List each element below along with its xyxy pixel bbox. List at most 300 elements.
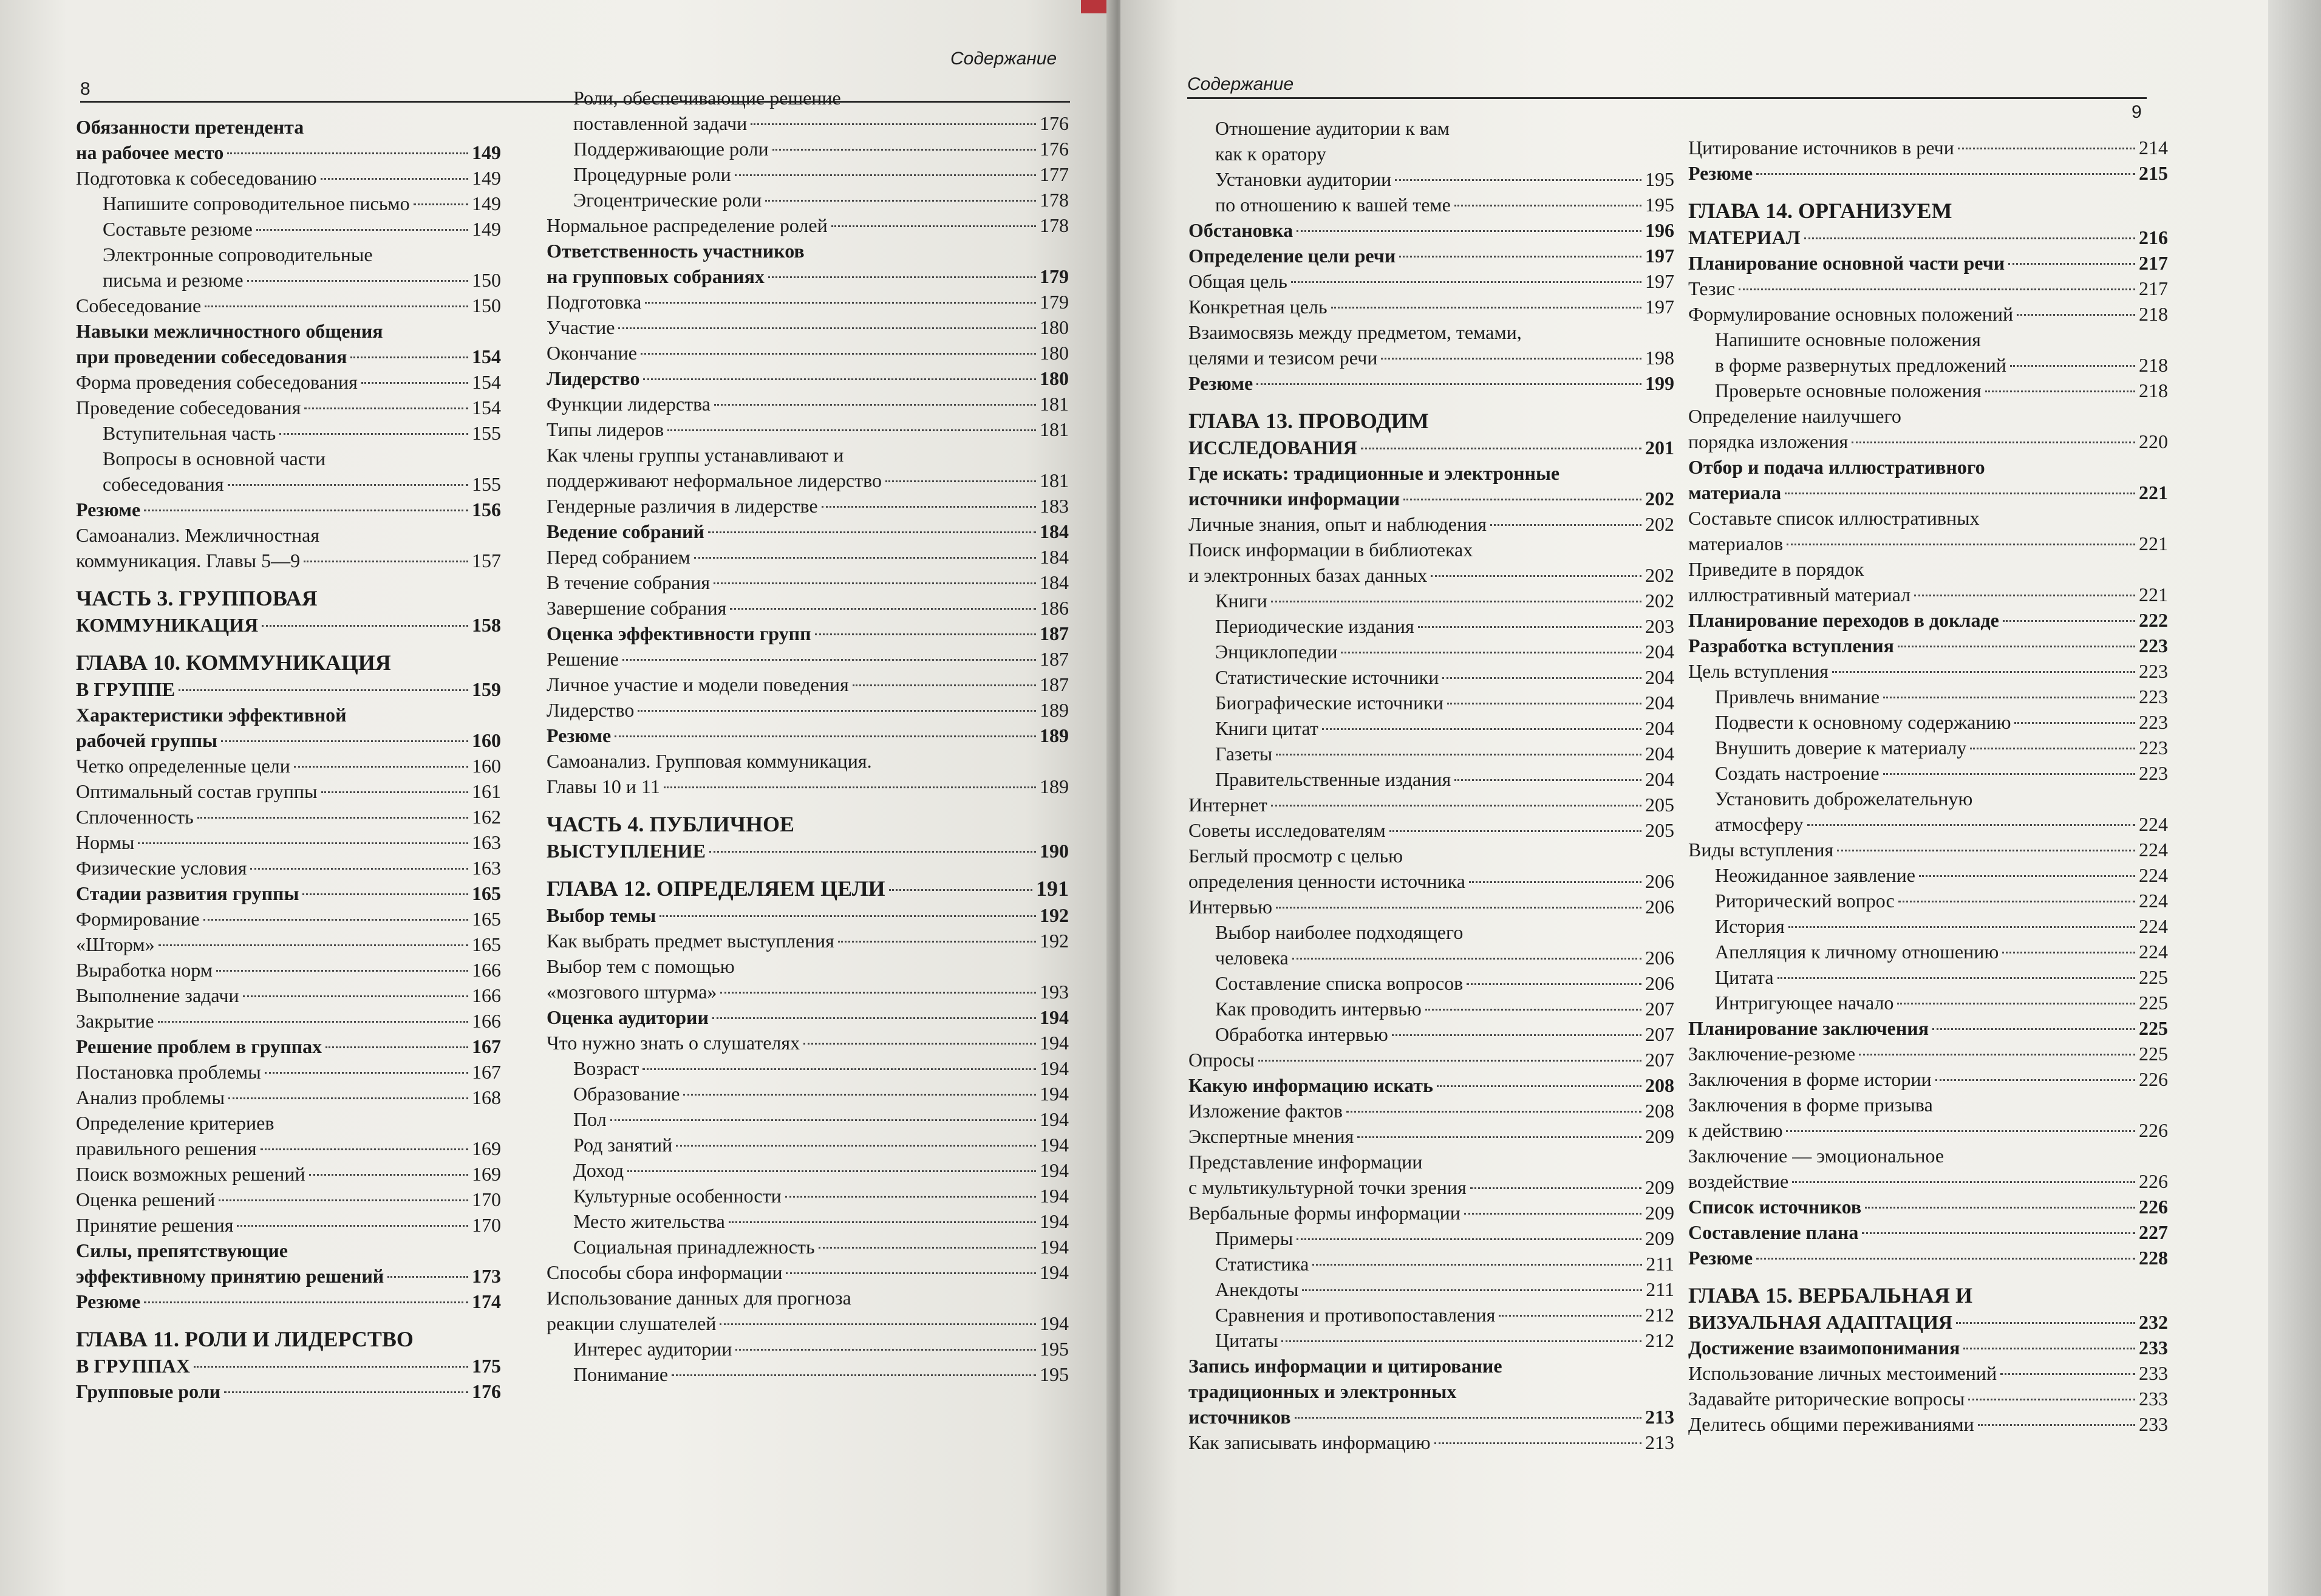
toc-entry bbox=[1188, 370, 1674, 396]
dot-leader bbox=[279, 433, 468, 435]
dot-leader bbox=[615, 735, 1036, 737]
toc-page-number: 160 bbox=[472, 729, 501, 751]
toc-entry bbox=[1188, 1200, 1674, 1226]
dot-leader bbox=[643, 378, 1036, 380]
toc-entry-title: ИССЛЕДОВАНИЯ bbox=[1188, 437, 1357, 459]
dot-leader bbox=[712, 1017, 1036, 1019]
toc-entry bbox=[76, 1008, 501, 1034]
toc-entry-title: Сплоченность bbox=[76, 806, 194, 828]
toc-entry bbox=[1188, 741, 1674, 766]
toc-entry-line: ЧАСТЬ 4. ПУБЛИЧНОЕ bbox=[547, 812, 795, 836]
dot-leader bbox=[1341, 652, 1641, 653]
toc-page-number: 204 bbox=[1645, 743, 1674, 765]
toc-entry bbox=[1688, 1041, 2168, 1066]
toc-entry bbox=[1188, 166, 1674, 192]
toc-page-number: 180 bbox=[1040, 342, 1069, 364]
dot-leader bbox=[1331, 307, 1641, 309]
dot-leader bbox=[1467, 983, 1641, 985]
toc-entry-line: Где искать: традиционные и электронные bbox=[1188, 462, 1560, 484]
toc-entry bbox=[1688, 684, 2168, 709]
toc-entry-title: Правительственные издания bbox=[1215, 768, 1451, 790]
toc-entry bbox=[1188, 1430, 1674, 1455]
toc-entry-title: История bbox=[1715, 915, 1785, 937]
toc-entry-line: Отношение аудитории к вам bbox=[1215, 117, 1450, 139]
toc-entry bbox=[76, 753, 501, 779]
toc-page-number: 150 bbox=[472, 269, 501, 291]
toc-entry bbox=[76, 804, 501, 830]
toc-entry-title: ГЛАВА 12. ОПРЕДЕЛЯЕМ ЦЕЛИ bbox=[547, 876, 885, 901]
toc-entry-title: на рабочее место bbox=[76, 142, 224, 163]
toc-entry-title: Апелляция к личному отношению bbox=[1715, 941, 1999, 963]
toc-page-number: 223 bbox=[2139, 762, 2168, 784]
toc-entry bbox=[547, 315, 1069, 340]
toc-entry bbox=[547, 646, 1069, 672]
toc-entry-title: Возраст bbox=[573, 1057, 639, 1079]
toc-entry-title: Личное участие и модели поведения bbox=[547, 674, 849, 695]
toc-entry bbox=[76, 612, 501, 638]
toc-entry-title: реакции слушателей bbox=[547, 1312, 717, 1334]
toc-page-number: 174 bbox=[472, 1291, 501, 1312]
toc-page-number: 149 bbox=[472, 167, 501, 189]
toc-page-number: 207 bbox=[1645, 998, 1674, 1020]
toc-page-number: 224 bbox=[2139, 864, 2168, 886]
toc-entry-title: Оценка аудитории bbox=[547, 1006, 709, 1028]
toc-entry-line: традиционных и электронных bbox=[1188, 1380, 1457, 1402]
dot-leader bbox=[838, 941, 1036, 943]
toc-page-number: 194 bbox=[1040, 1032, 1069, 1054]
dot-leader bbox=[1281, 1340, 1641, 1342]
toc-entry-title: Составьте резюме bbox=[103, 218, 253, 240]
toc-entry-title: Физические условия bbox=[76, 857, 247, 879]
toc-entry bbox=[1688, 160, 2168, 186]
toc-entry-title: Стадии развития группы bbox=[76, 882, 299, 904]
dot-leader bbox=[1739, 288, 2135, 290]
toc-entry-title: ВЫСТУПЛЕНИЕ bbox=[547, 840, 706, 862]
toc-entry bbox=[547, 289, 1069, 315]
toc-entry-title: КОММУНИКАЦИЯ bbox=[76, 614, 259, 636]
toc-entry bbox=[1688, 480, 2168, 505]
toc-entry bbox=[76, 471, 501, 497]
toc-page-number: 173 bbox=[472, 1265, 501, 1287]
toc-entry-title: Оценка эффективности групп bbox=[547, 622, 811, 644]
toc-page-number: 180 bbox=[1040, 367, 1069, 389]
toc-entry bbox=[76, 1379, 501, 1404]
dot-leader bbox=[1437, 1085, 1641, 1087]
toc-entry bbox=[76, 395, 501, 420]
toc-page-number: 194 bbox=[1040, 1261, 1069, 1283]
dot-leader bbox=[203, 919, 468, 921]
dot-leader bbox=[1883, 773, 2135, 775]
toc-entry-title: Книги цитат bbox=[1215, 717, 1318, 739]
dot-leader bbox=[735, 1349, 1036, 1351]
dot-leader bbox=[627, 1170, 1036, 1172]
toc-entry-line: Роли, обеспечивающие решение bbox=[573, 87, 841, 109]
toc-page-number: 190 bbox=[1040, 840, 1069, 862]
toc-entry-line: Представление информации bbox=[1188, 1151, 1423, 1173]
toc-entry-line: Навыки межличностного общения bbox=[76, 320, 383, 342]
toc-entry-title: Выполнение задачи bbox=[76, 984, 239, 1006]
toc-page-number: 206 bbox=[1645, 896, 1674, 918]
toc-entry bbox=[1688, 1309, 2168, 1335]
toc-page-number: 195 bbox=[1645, 168, 1674, 190]
toc-page-number: 187 bbox=[1040, 674, 1069, 695]
toc-entry bbox=[547, 1081, 1069, 1107]
toc-page-number: 207 bbox=[1645, 1023, 1674, 1045]
toc-entry-title: порядка изложения bbox=[1688, 431, 1849, 452]
toc-page-number: 202 bbox=[1645, 564, 1674, 586]
toc-entry-title: Место жительства bbox=[573, 1210, 725, 1232]
dot-leader bbox=[1469, 881, 1641, 883]
toc-page-number: 165 bbox=[472, 933, 501, 955]
toc-entry bbox=[76, 779, 501, 804]
toc-page-number: 155 bbox=[472, 473, 501, 495]
dot-leader bbox=[1792, 1181, 2135, 1183]
toc-entry-title: на групповых собраниях bbox=[547, 265, 765, 287]
toc-entry-title: Ведение собраний bbox=[547, 520, 704, 542]
toc-entry bbox=[1188, 945, 1674, 970]
toc-page-number: 179 bbox=[1040, 291, 1069, 313]
toc-entry-title: Постановка проблемы bbox=[76, 1061, 261, 1083]
dot-leader bbox=[144, 1301, 468, 1303]
dot-leader bbox=[772, 149, 1036, 151]
toc-entry-line: Выбор наиболее подходящего bbox=[1215, 921, 1464, 943]
toc-entry bbox=[547, 697, 1069, 723]
toc-page-number: 211 bbox=[1646, 1253, 1674, 1275]
toc-entry-title: Решение проблем в группах bbox=[76, 1035, 322, 1057]
toc-entry-title: Вступительная часть bbox=[103, 422, 276, 444]
toc-entry-line: Самоанализ. Межличностная bbox=[76, 524, 320, 546]
toc-entry-title: Завершение собрания bbox=[547, 597, 727, 619]
toc-entry bbox=[76, 1212, 501, 1238]
toc-entry-title: Заключение-резюме bbox=[1688, 1043, 1856, 1065]
toc-page-number: 184 bbox=[1040, 520, 1069, 542]
toc-entry-title: Книги bbox=[1215, 590, 1267, 612]
toc-entry bbox=[547, 519, 1069, 544]
toc-entry-title: Анекдоты bbox=[1215, 1278, 1299, 1300]
toc-page-number: 197 bbox=[1645, 270, 1674, 292]
toc-entry-title: Подготовка bbox=[547, 291, 642, 313]
toc-entry bbox=[547, 1311, 1069, 1336]
toc-entry-title: Выбор темы bbox=[547, 904, 656, 926]
dot-leader bbox=[309, 1174, 468, 1176]
dot-leader bbox=[1956, 1322, 2135, 1324]
dot-leader bbox=[138, 842, 468, 844]
toc-page-number: 204 bbox=[1645, 717, 1674, 739]
dot-leader bbox=[158, 1021, 468, 1023]
toc-page-number: 202 bbox=[1645, 513, 1674, 535]
toc-entry-title: Экспертные мнения bbox=[1188, 1125, 1354, 1147]
toc-entry bbox=[1688, 352, 2168, 378]
toc-entry bbox=[1688, 531, 2168, 556]
dot-leader bbox=[709, 851, 1036, 853]
toc-entry bbox=[547, 391, 1069, 417]
toc-page-number: 199 bbox=[1645, 372, 1674, 394]
toc-entry-line: ЧАСТЬ 3. ГРУППОВАЯ bbox=[76, 586, 318, 610]
toc-page-number: 176 bbox=[472, 1380, 501, 1402]
toc-page-number: 187 bbox=[1040, 648, 1069, 670]
page-number: 9 bbox=[2132, 102, 2142, 122]
toc-entry bbox=[1188, 1047, 1674, 1073]
dot-leader bbox=[853, 684, 1036, 686]
toc-entry-title: «Шторм» bbox=[76, 933, 155, 955]
toc-page-number: 177 bbox=[1040, 163, 1069, 185]
toc-page-number: 204 bbox=[1645, 768, 1674, 790]
toc-entry bbox=[547, 187, 1069, 213]
toc-entry bbox=[547, 417, 1069, 442]
toc-entry bbox=[76, 677, 501, 702]
toc-page-number: 202 bbox=[1645, 488, 1674, 510]
toc-entry bbox=[1188, 486, 1674, 511]
dot-leader bbox=[158, 944, 468, 946]
dot-leader bbox=[1832, 671, 2135, 673]
toc-page-number: 192 bbox=[1040, 904, 1069, 926]
toc-entry-title: Делитесь общими переживаниями bbox=[1688, 1413, 1974, 1435]
toc-entry bbox=[1188, 792, 1674, 817]
toc-entry-title: правильного решения bbox=[76, 1137, 257, 1159]
toc-page-number: 156 bbox=[472, 499, 501, 520]
dot-leader bbox=[1862, 1232, 2135, 1234]
toc-entry bbox=[1188, 345, 1674, 370]
toc-entry bbox=[1688, 888, 2168, 913]
dot-leader bbox=[179, 689, 468, 691]
dot-leader bbox=[228, 484, 468, 486]
toc-page-number: 206 bbox=[1645, 947, 1674, 969]
dot-leader bbox=[642, 1068, 1036, 1070]
toc-page-number: 194 bbox=[1040, 1057, 1069, 1079]
toc-page-number: 214 bbox=[2139, 137, 2168, 159]
toc-entry-line: Вопросы в основной части bbox=[103, 448, 326, 469]
toc-entry-title: Цитата bbox=[1715, 966, 1774, 988]
dot-leader bbox=[2017, 314, 2135, 316]
dot-leader bbox=[1297, 1238, 1641, 1240]
toc-entry-title: человека bbox=[1215, 947, 1289, 969]
toc-page-number: 208 bbox=[1645, 1100, 1674, 1122]
dot-leader bbox=[785, 1196, 1036, 1198]
toc-entry bbox=[547, 979, 1069, 1004]
toc-entry-title: Окончание bbox=[547, 342, 637, 364]
toc-entry-title: Участие bbox=[547, 316, 615, 338]
toc-entry-title: Социальная принадлежность bbox=[573, 1236, 815, 1258]
toc-entry-title: Разработка вступления bbox=[1688, 635, 1894, 656]
toc-entry bbox=[76, 1289, 501, 1314]
toc-entry bbox=[1688, 250, 2168, 276]
dot-leader bbox=[1399, 256, 1641, 257]
toc-page-number: 163 bbox=[472, 857, 501, 879]
toc-page-number: 197 bbox=[1645, 245, 1674, 267]
toc-page-number: 193 bbox=[1040, 981, 1069, 1003]
toc-page-number: 165 bbox=[472, 882, 501, 904]
running-head: Содержание bbox=[1187, 74, 1294, 94]
toc-entry bbox=[76, 855, 501, 881]
dot-leader bbox=[786, 1272, 1036, 1274]
toc-entry-line: Запись информации и цитирование bbox=[1188, 1355, 1502, 1377]
toc-entry-title: в форме развернутых предложений bbox=[1715, 354, 2007, 376]
toc-page-number: 180 bbox=[1040, 316, 1069, 338]
toc-entry-title: В ГРУППАХ bbox=[76, 1355, 190, 1377]
dot-leader bbox=[1425, 1009, 1641, 1011]
toc-page-number: 227 bbox=[2139, 1221, 2168, 1243]
toc-entry-title: Создать настроение bbox=[1715, 762, 1880, 784]
toc-page-number: 194 bbox=[1040, 1185, 1069, 1207]
toc-page-number: 194 bbox=[1040, 1236, 1069, 1258]
dot-leader bbox=[1898, 646, 2135, 647]
dot-leader bbox=[729, 1221, 1036, 1223]
toc-entry-title: Поиск возможных решений bbox=[76, 1163, 305, 1185]
toc-entry-title: Собеседование bbox=[76, 295, 202, 316]
toc-entry bbox=[76, 165, 501, 191]
dot-leader bbox=[2002, 952, 2135, 953]
toc-entry bbox=[547, 1004, 1069, 1030]
toc-entry-title: Как проводить интервью bbox=[1215, 998, 1422, 1020]
dot-leader bbox=[256, 229, 468, 231]
dot-leader bbox=[1297, 230, 1641, 232]
toc-entry-title: Резюме bbox=[1688, 162, 1753, 184]
toc-entry-title: эффективному принятию решений bbox=[76, 1265, 384, 1287]
toc-page-number: 208 bbox=[1645, 1074, 1674, 1096]
toc-entry-title: к действию bbox=[1688, 1119, 1783, 1141]
toc-entry bbox=[547, 928, 1069, 953]
toc-entry-title: «мозгового штурма» bbox=[547, 981, 717, 1003]
dot-leader bbox=[227, 152, 468, 154]
toc-entry-title: Составление плана bbox=[1688, 1221, 1859, 1243]
toc-entry-title: Планирование основной части речи bbox=[1688, 252, 2005, 274]
toc-page-number: 223 bbox=[2139, 635, 2168, 656]
toc-entry-line: Поиск информации в библиотеках bbox=[1188, 539, 1473, 561]
toc-entry-title: Решение bbox=[547, 648, 619, 670]
toc-page-number: 166 bbox=[472, 984, 501, 1006]
toc-page-number: 165 bbox=[472, 908, 501, 930]
toc-entry-line: Заключения в форме призыва bbox=[1688, 1094, 1933, 1116]
dot-leader bbox=[1447, 703, 1641, 704]
toc-entry-title: Оценка решений bbox=[76, 1188, 216, 1210]
dot-leader bbox=[1932, 1028, 2135, 1030]
toc-entry-title: Главы 10 и 11 bbox=[547, 776, 660, 797]
toc-entry bbox=[76, 216, 501, 242]
toc-entry-title: Энциклопедии bbox=[1215, 641, 1338, 663]
toc-entry bbox=[76, 983, 501, 1008]
toc-entry-title: Задавайте риторические вопросы bbox=[1688, 1388, 1965, 1410]
toc-entry-title: Установки аудитории bbox=[1215, 168, 1392, 190]
dot-leader bbox=[1897, 1003, 2135, 1004]
toc-entry-title: источники информации bbox=[1188, 488, 1400, 510]
toc-entry bbox=[1188, 1251, 1674, 1277]
toc-entry bbox=[1188, 268, 1674, 294]
toc-entry-title: Принятие решения bbox=[76, 1214, 234, 1236]
dot-leader bbox=[216, 970, 468, 972]
toc-entry-title: Форма проведения собеседования bbox=[76, 371, 358, 393]
toc-entry bbox=[76, 881, 501, 906]
toc-entry bbox=[547, 468, 1069, 493]
dot-leader bbox=[815, 633, 1037, 635]
toc-entry bbox=[547, 1234, 1069, 1260]
toc-entry-title: Изложение фактов bbox=[1188, 1100, 1343, 1122]
toc-entry bbox=[1188, 1073, 1674, 1098]
toc-entry-title: Типы лидеров bbox=[547, 418, 664, 440]
toc-entry bbox=[547, 1158, 1069, 1183]
toc-page-number: 158 bbox=[472, 614, 501, 636]
dot-leader bbox=[1276, 754, 1641, 755]
toc-entry-title: Как записывать информацию bbox=[1188, 1431, 1431, 1453]
toc-entry-line: ГЛАВА 11. РОЛИ И ЛИДЕРСТВО bbox=[76, 1327, 414, 1351]
toc-page-number: 223 bbox=[2139, 686, 2168, 708]
toc-entry bbox=[1188, 1175, 1674, 1200]
dot-leader bbox=[1295, 1417, 1641, 1419]
toc-page-number: 224 bbox=[2139, 890, 2168, 912]
dot-leader bbox=[1898, 901, 2135, 902]
toc-entry bbox=[1688, 862, 2168, 888]
toc-entry-title: материала bbox=[1688, 482, 1782, 503]
toc-page-number: 212 bbox=[1645, 1304, 1674, 1326]
toc-entry-title: Оптимальный состав группы bbox=[76, 780, 318, 802]
dot-leader bbox=[735, 174, 1036, 176]
toc-entry-title: Понимание bbox=[573, 1363, 669, 1385]
dot-leader bbox=[387, 1276, 468, 1278]
toc-entry-title: ВИЗУАЛЬНАЯ АДАПТАЦИЯ bbox=[1688, 1311, 1952, 1333]
toc-entry bbox=[1188, 192, 1674, 217]
toc-page-number: 184 bbox=[1040, 571, 1069, 593]
toc-entry-title: Список источников bbox=[1688, 1196, 1862, 1218]
toc-entry bbox=[76, 1034, 501, 1059]
toc-page-number: 149 bbox=[472, 193, 501, 214]
toc-entry bbox=[1688, 990, 2168, 1015]
toc-entry-line: Ответственность участников bbox=[547, 240, 805, 262]
toc-entry-title: Что нужно знать о слушателях bbox=[547, 1032, 800, 1054]
toc-entry-title: Формулирование основных положений bbox=[1688, 303, 2014, 325]
toc-entry-title: Формирование bbox=[76, 908, 200, 930]
dot-leader bbox=[261, 1148, 468, 1150]
toc-entry bbox=[547, 723, 1069, 748]
toc-page-number: 162 bbox=[472, 806, 501, 828]
toc-entry bbox=[547, 902, 1069, 928]
toc-entry-title: В течение собрания bbox=[547, 571, 711, 593]
toc-page-number: 181 bbox=[1040, 393, 1069, 415]
toc-page-number: 149 bbox=[472, 218, 501, 240]
toc-page-number: 222 bbox=[2139, 609, 2168, 631]
dot-leader bbox=[1346, 1111, 1641, 1113]
toc-page-number: 233 bbox=[2139, 1388, 2168, 1410]
toc-entry-title: письма и резюме bbox=[103, 269, 244, 291]
toc-entry-title: Интригующее начало bbox=[1715, 992, 1894, 1014]
toc-entry-title: Резюме bbox=[76, 1291, 141, 1312]
toc-entry-title: Резюме bbox=[1688, 1247, 1753, 1269]
toc-entry-title: Нормы bbox=[76, 831, 135, 853]
toc-page-number: 204 bbox=[1645, 666, 1674, 688]
toc-entry-line: ГЛАВА 15. ВЕРБАЛЬНАЯ И bbox=[1688, 1283, 1972, 1308]
toc-entry-title: Поддерживающие роли bbox=[573, 138, 769, 160]
toc-entry bbox=[76, 293, 501, 318]
toc-page-number: 194 bbox=[1040, 1134, 1069, 1156]
toc-entry bbox=[547, 213, 1069, 238]
toc-page-number: 194 bbox=[1040, 1159, 1069, 1181]
dot-leader bbox=[1788, 926, 2135, 928]
toc-entry bbox=[76, 191, 501, 216]
toc-page-number: 209 bbox=[1645, 1202, 1674, 1224]
toc-entry bbox=[547, 1132, 1069, 1158]
toc-page-number: 192 bbox=[1040, 930, 1069, 952]
toc-entry-title: Групповые роли bbox=[76, 1380, 221, 1402]
dot-leader bbox=[1859, 1054, 2135, 1055]
toc-entry-title: материалов bbox=[1688, 533, 1784, 554]
dot-leader bbox=[144, 510, 468, 511]
toc-entry bbox=[1688, 1015, 2168, 1041]
right-page bbox=[1120, 0, 2268, 1596]
toc-entry bbox=[1188, 511, 1674, 537]
dot-leader bbox=[1968, 1399, 2135, 1400]
toc-entry-title: Использование личных местоимений bbox=[1688, 1362, 1997, 1384]
toc-entry bbox=[1188, 1021, 1674, 1047]
dot-leader bbox=[1914, 595, 2135, 596]
toc-page-number: 224 bbox=[2139, 813, 2168, 835]
